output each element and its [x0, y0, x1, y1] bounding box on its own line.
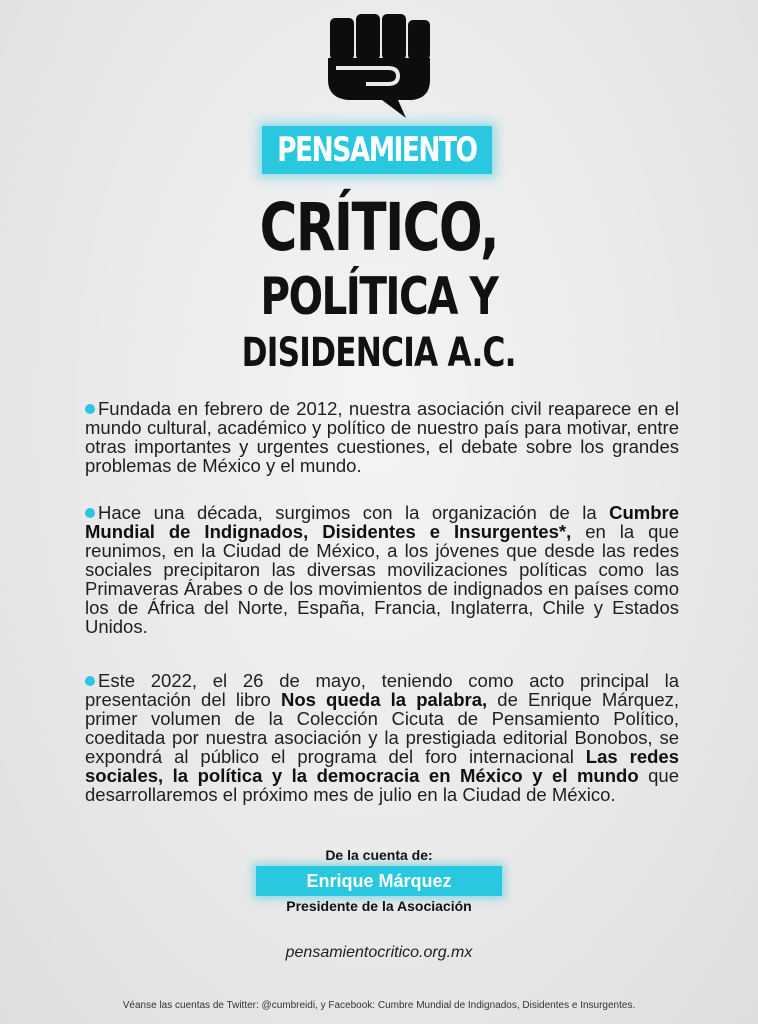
bullet-icon: [85, 508, 95, 518]
signature-name: Enrique Márquez: [306, 870, 452, 891]
paragraph-summit: [85, 503, 679, 636]
website-link[interactable]: pensamientocritico.org.mx: [285, 944, 473, 961]
paragraph-book: [85, 671, 679, 804]
paragraph-summit-text-2: en la que reunimos, en la Ciudad de México, a los jóvenes que desde las redes sociales precipitaron las diversas movilizaciones políticas como las Primaveras Árabes o de los movimientos de indignados en países como los de África del Norte, España, Francia, Inglaterra, Chile y Estados Unidos.: [85, 521, 680, 637]
signature-name-badge: [256, 866, 502, 896]
headline-line-3: [0, 328, 758, 378]
paragraph-summit-text-1: Hace una década, surgimos con la organización de la: [98, 502, 610, 523]
paragraph-founding-text: Fundada en febrero de 2012, nuestra asociación civil reaparece en el mundo cultural, académico y político de nuestro país para motivar, entre otras importantes y urgentes cuestiones, el debate sobre los grandes problemas de México y el mundo.: [85, 398, 679, 476]
brand-badge: [262, 126, 492, 174]
headline-line-1: [0, 188, 758, 268]
headline-line-2: [0, 264, 758, 330]
paragraph-founding: [85, 399, 679, 475]
bullet-icon: [85, 676, 95, 686]
paragraph-book-text-3: que desarrollaremos el próximo mes de julio en la Ciudad de México.: [85, 765, 679, 805]
paragraph-book-text-2: de Enrique Márquez, primer volumen de la Colección Cicuta de Pensamiento Político, coeditada por nuestra asociación y la prestigiada editorial Bonobos, se expondrá al público el programa del foro internacional: [85, 689, 679, 767]
headline-line-3-text: DISIDENCIA A.C.: [241, 330, 517, 376]
brand-badge-text: PENSAMIENTO: [277, 130, 477, 170]
bullet-icon: [85, 404, 95, 414]
summit-name: Cumbre Mundial de Indignados, Disidentes e Insurgentes*,: [85, 502, 679, 542]
signature-label: De la cuenta de:: [325, 847, 433, 863]
raised-fist-speech-bubble-icon: [318, 10, 440, 122]
headline-line-1-text: CRÍTICO,: [259, 189, 499, 266]
headline-line-2-text: POLÍTICA Y: [260, 267, 498, 327]
book-title: Nos queda la palabra,: [280, 689, 488, 710]
footnote: Véanse las cuentas de Twitter: @cumbreidi, y Facebook: Cumbre Mundial de Indignados, Disidentes e Insurgentes.: [122, 1000, 636, 1011]
signature-role: Presidente de la Asociación: [286, 898, 472, 914]
paragraph-book-text-1: Este 2022, el 26 de mayo, teniendo como acto principal la presentación del libro: [85, 670, 679, 710]
raised-fist-speech-bubble-icon: [318, 10, 440, 122]
forum-title: Las redes sociales, la política y la democracia en México y el mundo: [85, 746, 679, 786]
